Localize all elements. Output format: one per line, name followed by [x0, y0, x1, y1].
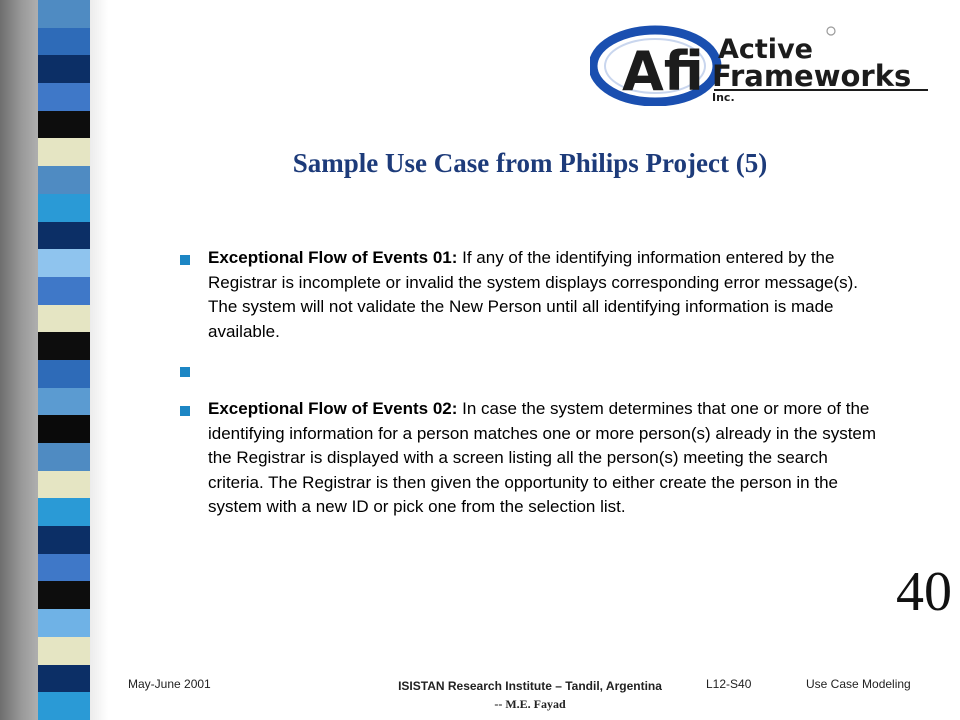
- strip-block: [38, 222, 90, 250]
- strip-block: [38, 443, 90, 471]
- slide-title: Sample Use Case from Philips Project (5): [292, 148, 768, 178]
- item-text: In case the system determines that one or more of the identifying information for a person matches one or more person(s) already in the system the Registrar is displayed with a screen listing all the person(s) meeting the search criteria. The Registrar is then given the opportunity to either create the person in the system with a new ID or pick one from the selection list.: [208, 398, 877, 517]
- logo-line3: Inc.: [712, 91, 735, 104]
- list-item: [178, 246, 878, 344]
- strip-block: [38, 388, 90, 416]
- strip-block: [38, 609, 90, 637]
- logo-line2: Frameworks: [712, 59, 912, 93]
- strip-block: [38, 249, 90, 277]
- page-number: 40: [896, 561, 952, 623]
- bullet-list: [178, 246, 878, 520]
- strip-block: [38, 526, 90, 554]
- strip-block: [38, 55, 90, 83]
- strip-block: [38, 471, 90, 499]
- logo-line1: Active: [718, 34, 813, 65]
- square-bullet-icon: [180, 255, 190, 265]
- footer-institute-line2: -- M.E. Fayad: [494, 697, 566, 711]
- item-lead: Exceptional Flow of Events 01:: [208, 248, 458, 267]
- strip-block: [38, 332, 90, 360]
- square-bullet-icon: [180, 367, 190, 377]
- footer-date: May-June 2001: [128, 677, 211, 691]
- strip-block: [38, 166, 90, 194]
- strip-block: [38, 138, 90, 166]
- strip-block: [38, 692, 90, 720]
- strip-block: [38, 111, 90, 139]
- footer-institute-line1: ISISTAN Research Institute – Tandil, Argentina: [398, 679, 662, 693]
- strip-block: [38, 665, 90, 693]
- decorative-strip: [0, 0, 108, 720]
- strip-block: [38, 415, 90, 443]
- strip-block: [38, 83, 90, 111]
- strip-block: [38, 581, 90, 609]
- strip-block: [38, 0, 90, 28]
- strip-block: [38, 360, 90, 388]
- active-frameworks-logo: [590, 24, 935, 106]
- list-item: [178, 358, 878, 383]
- item-text: If any of the identifying information entered by the Registrar is incomplete or invalid the system displays corresponding error message(s). The system will not validate the New Person until all identifying information is made available.: [208, 248, 859, 341]
- item-lead: Exceptional Flow of Events 02:: [208, 398, 458, 418]
- logo-letters: Afi: [622, 40, 704, 103]
- footer-topic: Use Case Modeling: [806, 677, 911, 691]
- strip-block: [38, 498, 90, 526]
- list-item: [178, 397, 878, 520]
- color-blocks: [38, 0, 90, 720]
- strip-block: [38, 637, 90, 665]
- strip-block: [38, 554, 90, 582]
- square-bullet-icon: [180, 406, 190, 416]
- footer-slide-id: L12-S40: [706, 677, 752, 691]
- strip-block: [38, 28, 90, 56]
- strip-block: [38, 194, 90, 222]
- footer-institute: [375, 677, 685, 713]
- strip-block: [38, 277, 90, 305]
- strip-block: [38, 305, 90, 333]
